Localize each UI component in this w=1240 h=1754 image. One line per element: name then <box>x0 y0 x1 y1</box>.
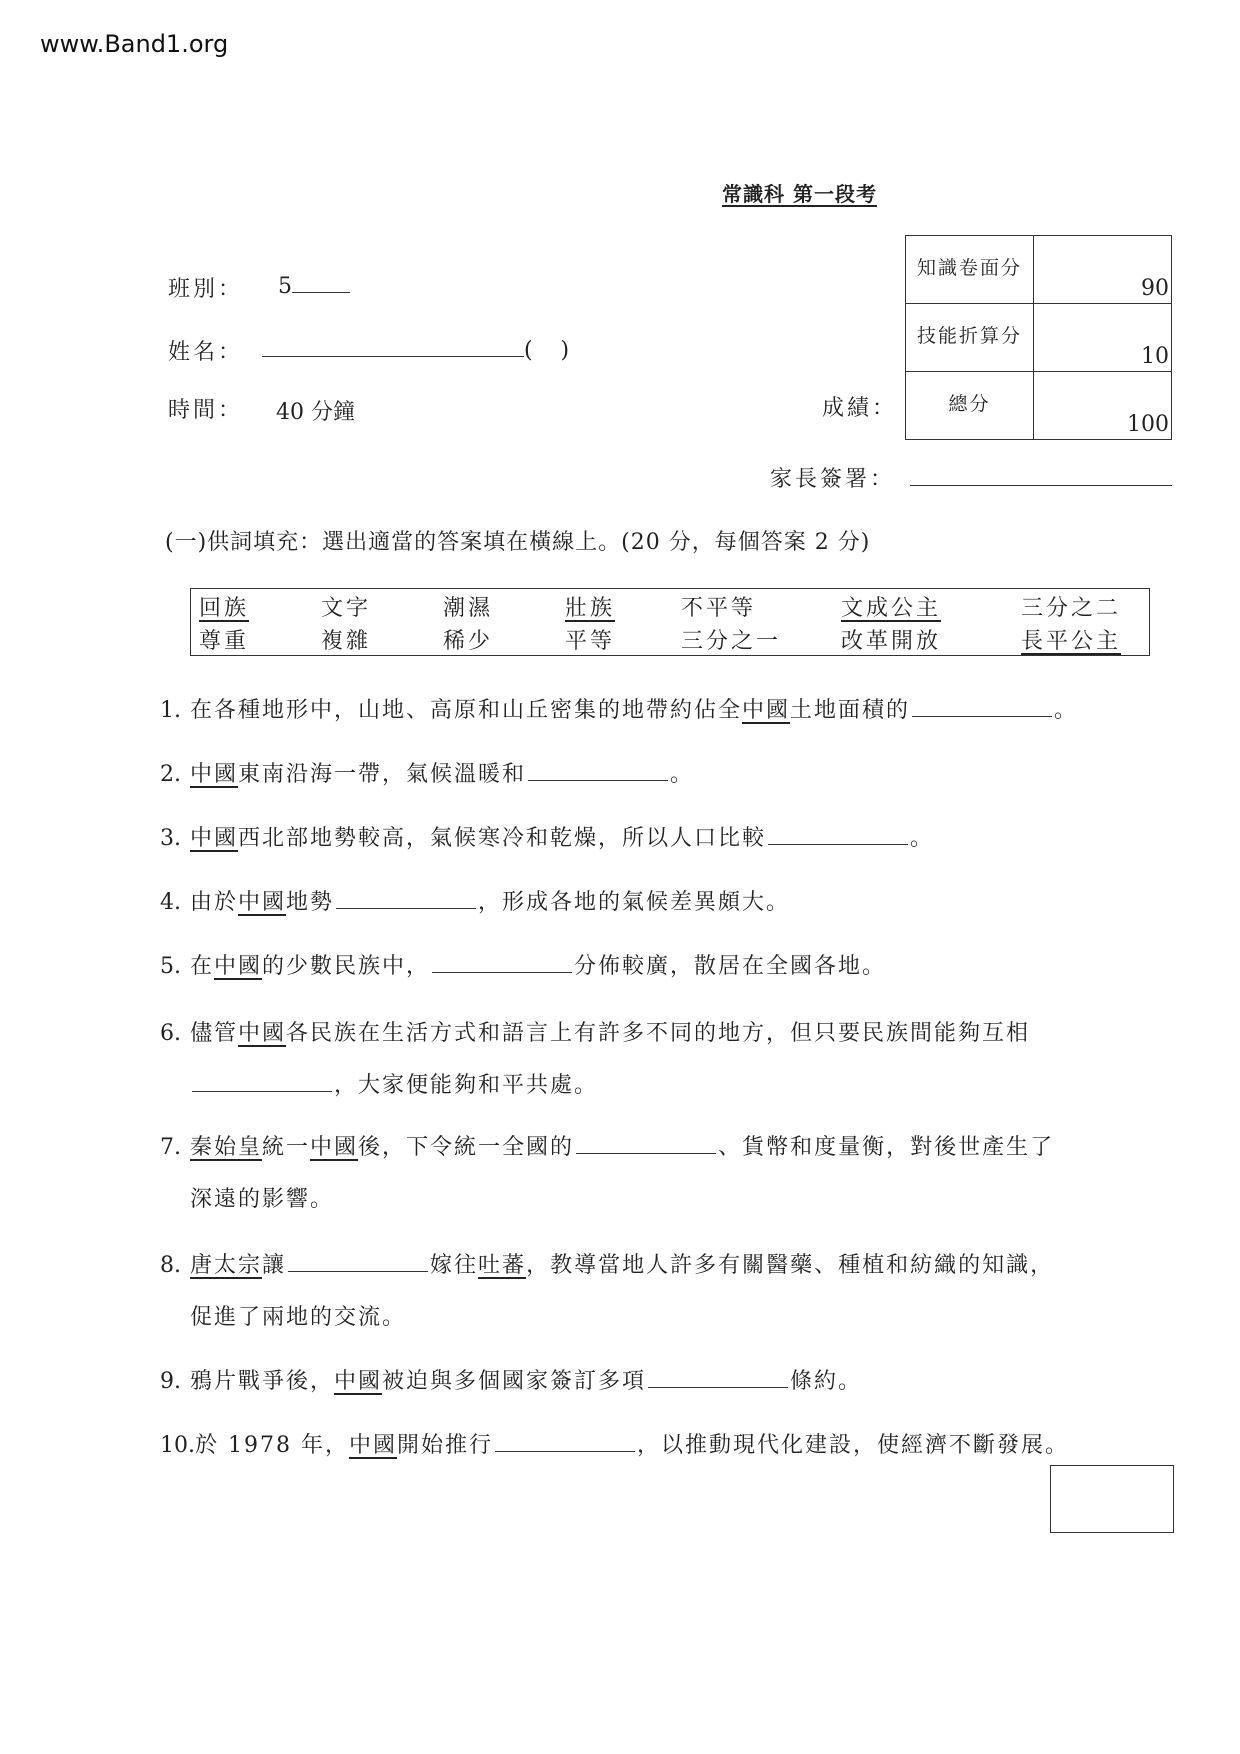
name-field[interactable] <box>262 338 569 363</box>
time-value: 40 分鐘 <box>276 400 355 425</box>
word-bank-item: 尊重 <box>199 629 250 654</box>
score-table <box>905 235 1172 440</box>
score-label: 知識卷面分 <box>906 236 1034 304</box>
word-bank-item: 不平等 <box>681 596 757 621</box>
word-bank-item: 回族 <box>199 596 250 621</box>
answer-blank[interactable] <box>288 1270 428 1272</box>
word-bank-item: 壯族 <box>565 596 616 621</box>
question-5: 5. 在中國的少數民族中， 分佈較廣，散居在全國各地。 <box>160 954 887 979</box>
site-watermark: www.Band1.org <box>40 30 229 58</box>
answer-blank[interactable] <box>528 779 668 781</box>
question-8-cont: 促進了兩地的交流。 <box>190 1305 407 1330</box>
answer-blank[interactable] <box>768 843 908 845</box>
question-6: 6. 儘管中國各民族在生活方式和語言上有許多不同的地方，但只要民族間能夠互相 <box>160 1021 1031 1046</box>
word-bank <box>190 588 1150 656</box>
exam-title: 常識科 第一段考 <box>722 182 877 206</box>
name-label: 姓名： <box>168 340 244 365</box>
score-value: 100 <box>1034 372 1172 440</box>
answer-blank[interactable] <box>336 907 476 909</box>
question-6-cont: ，大家便能夠和平共處。 <box>190 1068 598 1099</box>
answer-blank[interactable] <box>432 971 572 973</box>
word-bank-item: 潮濕 <box>443 596 494 621</box>
word-bank-item: 三分之一 <box>681 629 782 654</box>
score-value: 90 <box>1034 236 1172 304</box>
question-1: 1. 在各種地形中，山地、高原和山丘密集的地帶約佔全中國土地面積的 。 <box>160 698 1079 723</box>
question-7: 7. 秦始皇統一中國後，下令統一全國的 、貨幣和度量衡，對後世產生了 <box>160 1135 1055 1160</box>
time-label: 時間： <box>168 398 244 423</box>
section-score-box[interactable] <box>1050 1465 1174 1533</box>
word-bank-item: 平等 <box>565 629 616 654</box>
answer-blank[interactable] <box>648 1386 788 1388</box>
question-2: 2. 中國東南沿海一帶，氣候溫暖和 。 <box>160 762 695 787</box>
grade-label: 成績： <box>822 396 898 421</box>
parent-signature-label: 家長簽署： <box>770 467 896 492</box>
answer-blank[interactable] <box>192 1090 332 1092</box>
parent-signature-line[interactable] <box>910 485 1172 486</box>
answer-blank[interactable] <box>912 715 1052 717</box>
question-10: 10.於 1978 年，中國開始推行 ，以推動現代化建設，使經濟不斷發展。 <box>160 1433 1070 1458</box>
score-value: 10 <box>1034 304 1172 372</box>
word-bank-item: 改革開放 <box>841 629 942 654</box>
question-9: 9. 鴉片戰爭後，中國被迫與多個國家簽訂多項 條約。 <box>160 1369 863 1394</box>
class-value: 5 <box>278 274 292 299</box>
answer-blank[interactable] <box>495 1450 635 1452</box>
section-heading: (一)供詞填充：選出適當的答案填在橫線上。(20 分，每個答案 2 分) <box>165 530 871 555</box>
question-4: 4. 由於中國地勢 ，形成各地的氣候差異頗大。 <box>160 890 791 915</box>
class-label: 班別： <box>168 277 244 302</box>
class-number-paren: ( ) <box>524 338 570 363</box>
word-bank-item: 文成公主 <box>841 596 942 621</box>
word-bank-item: 文字 <box>321 596 372 621</box>
score-label: 技能折算分 <box>906 304 1034 372</box>
word-bank-item: 三分之二 <box>1021 596 1122 621</box>
question-8: 8. 唐太宗讓 嫁往吐蕃，教導當地人許多有關醫藥、種植和紡織的知識， <box>160 1253 1055 1278</box>
word-bank-item: 長平公主 <box>1021 629 1122 654</box>
class-field[interactable] <box>278 274 350 299</box>
answer-blank[interactable] <box>576 1152 716 1154</box>
word-bank-item: 稀少 <box>443 629 494 654</box>
word-bank-item: 複雜 <box>321 629 372 654</box>
question-7-cont: 深遠的影響。 <box>190 1187 335 1212</box>
question-3: 3. 中國西北部地勢較高，氣候寒冷和乾燥，所以人口比較 。 <box>160 826 935 851</box>
score-label: 總分 <box>906 372 1034 440</box>
